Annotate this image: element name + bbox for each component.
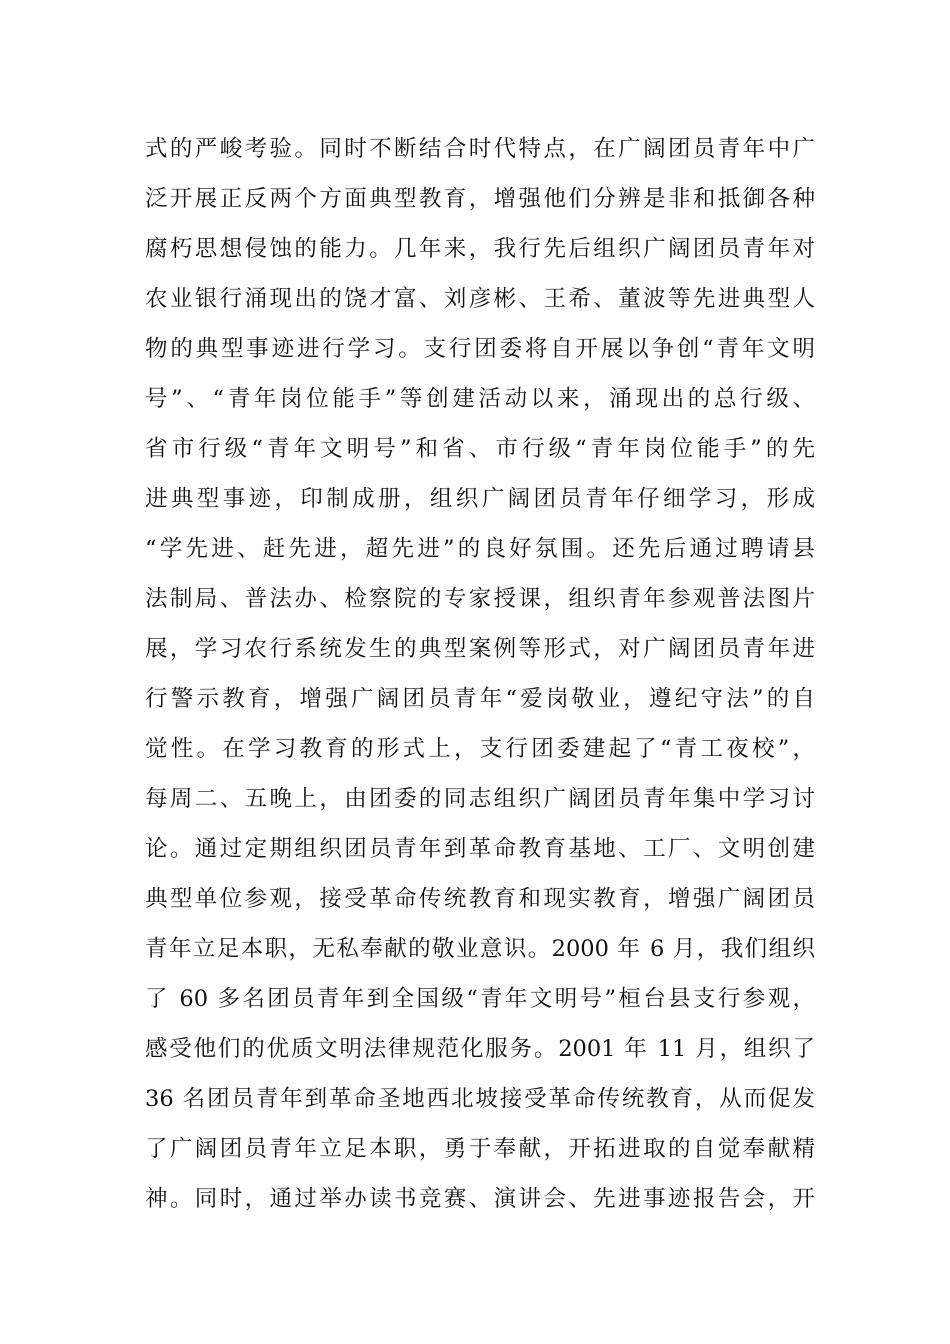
text-line: 每周二、五晚上，由团委的同志组织广阔团员青年集中学习讨 bbox=[145, 786, 815, 812]
text-line: 觉性。在学习教育的形式上，支行团委建起了“青工夜校”， bbox=[145, 736, 815, 762]
text-line: 论。通过定期组织团员青年到革命教育基地、工厂、文明创建 bbox=[145, 836, 815, 862]
text-line: 典型单位参观，接受革命传统教育和现实教育，增强广阔团员 bbox=[145, 886, 815, 912]
text-line: 展，学习农行系统发生的典型案例等形式，对广阔团员青年进 bbox=[145, 636, 815, 662]
text-line: 泛开展正反两个方面典型教育，增强他们分辨是非和抵御各种 bbox=[145, 186, 815, 212]
text-line: 腐朽思想侵蚀的能力。几年来，我行先后组织广阔团员青年对 bbox=[145, 236, 815, 262]
text-line: 了广阔团员青年立足本职，勇于奉献，开拓进取的自觉奉献精 bbox=[145, 1136, 815, 1162]
text-line: “学先进、赶先进，超先进”的良好氛围。还先后通过聘请县 bbox=[145, 536, 815, 562]
body-paragraph bbox=[145, 124, 815, 1224]
text-line: 36 名团员青年到革命圣地西北坡接受革命传统教育，从而促发 bbox=[145, 1086, 815, 1112]
text-line: 农业银行涌现出的饶才富、刘彦彬、王希、董波等先进典型人 bbox=[145, 286, 815, 312]
text-line: 神。同时，通过举办读书竞赛、演讲会、先进事迹报告会，开 bbox=[145, 1186, 815, 1212]
text-line: 进典型事迹，印制成册，组织广阔团员青年仔细学习，形成 bbox=[145, 486, 815, 512]
text-line: 式的严峻考验。同时不断结合时代特点，在广阔团员青年中广 bbox=[145, 136, 815, 162]
text-line: 了 60 多名团员青年到全国级“青年文明号”桓台县支行参观， bbox=[145, 986, 815, 1012]
text-line: 行警示教育，增强广阔团员青年“爱岗敬业，遵纪守法”的自 bbox=[145, 686, 815, 712]
text-line: 感受他们的优质文明法律规范化服务。2001 年 11 月，组织了 bbox=[145, 1036, 815, 1062]
text-line: 号”、“青年岗位能手”等创建活动以来，涌现出的总行级、 bbox=[145, 386, 815, 412]
text-line: 青年立足本职，无私奉献的敬业意识。2000 年 6 月，我们组织 bbox=[145, 936, 815, 962]
text-line: 法制局、普法办、检察院的专家授课，组织青年参观普法图片 bbox=[145, 586, 815, 612]
text-line: 省市行级“青年文明号”和省、市行级“青年岗位能手”的先 bbox=[145, 436, 815, 462]
text-line: 物的典型事迹进行学习。支行团委将自开展以争创“青年文明 bbox=[145, 336, 815, 362]
